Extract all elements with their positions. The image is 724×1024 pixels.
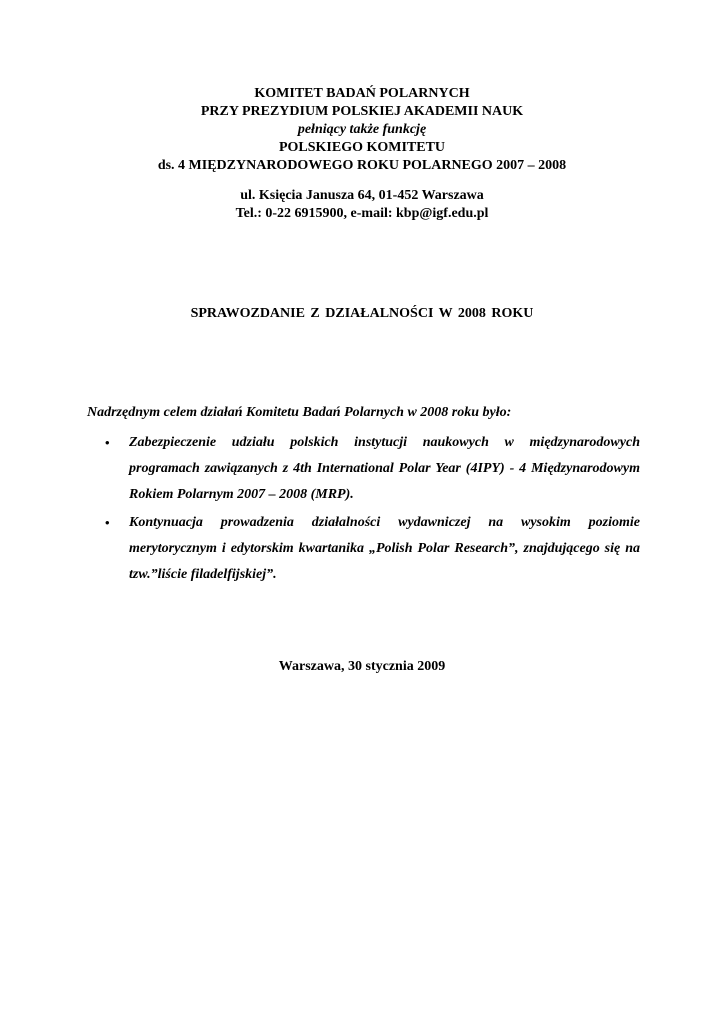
bullet-icon: • — [105, 515, 110, 530]
committee-name: KOMITET BADAŃ POLARNYCH — [254, 86, 470, 101]
list-item — [87, 430, 640, 508]
goal-text: Zabezpieczenie udziału polskich instytucji naukowych w międzynarodowych programach zawiązanych z 4th International Polar Year (4IPY) - 4 Międzynarodowym Rokiem Polarnym 2007 – 2008 (MRP). — [129, 435, 640, 502]
committee-function-note: pełniący także funkcję — [297, 122, 427, 137]
street-address: ul. Księcia Janusza 64, 01-452 Warszawa — [240, 188, 484, 203]
letterhead — [0, 85, 724, 175]
intro-sentence: Nadrzędnym celem działań Komitetu Badań Polarnych w 2008 roku było: — [87, 405, 512, 420]
contact-line: Tel.: 0-22 6915900, e-mail: kbp@igf.edu.pl — [235, 206, 489, 221]
address-block — [0, 187, 724, 223]
committee-polish-name: POLSKIEGO KOMITETU — [278, 140, 446, 155]
list-item — [87, 510, 640, 588]
committee-affiliation: PRZY PREZYDIUM POLSKIEJ AKADEMII NAUK — [200, 104, 524, 119]
place-date-line: Warszawa, 30 stycznia 2009 — [278, 659, 446, 674]
goal-text: Kontynuacja prowadzenia działalności wydawniczej na wysokim poziomie merytorycznym i edytorskim kwartanika „Polish Polar Research”, znajdującego się na tzw.”liście filadelfijskiej”. — [129, 515, 640, 582]
report-title: SPRAWOZDANIE Z DZIAŁALNOŚCI W 2008 ROKU — [190, 306, 534, 321]
bullet-icon: • — [105, 435, 110, 450]
goals-list — [87, 430, 640, 590]
committee-ipy-name: ds. 4 MIĘDZYNARODOWEGO ROKU POLARNEGO 2007 – 2008 — [157, 158, 567, 173]
